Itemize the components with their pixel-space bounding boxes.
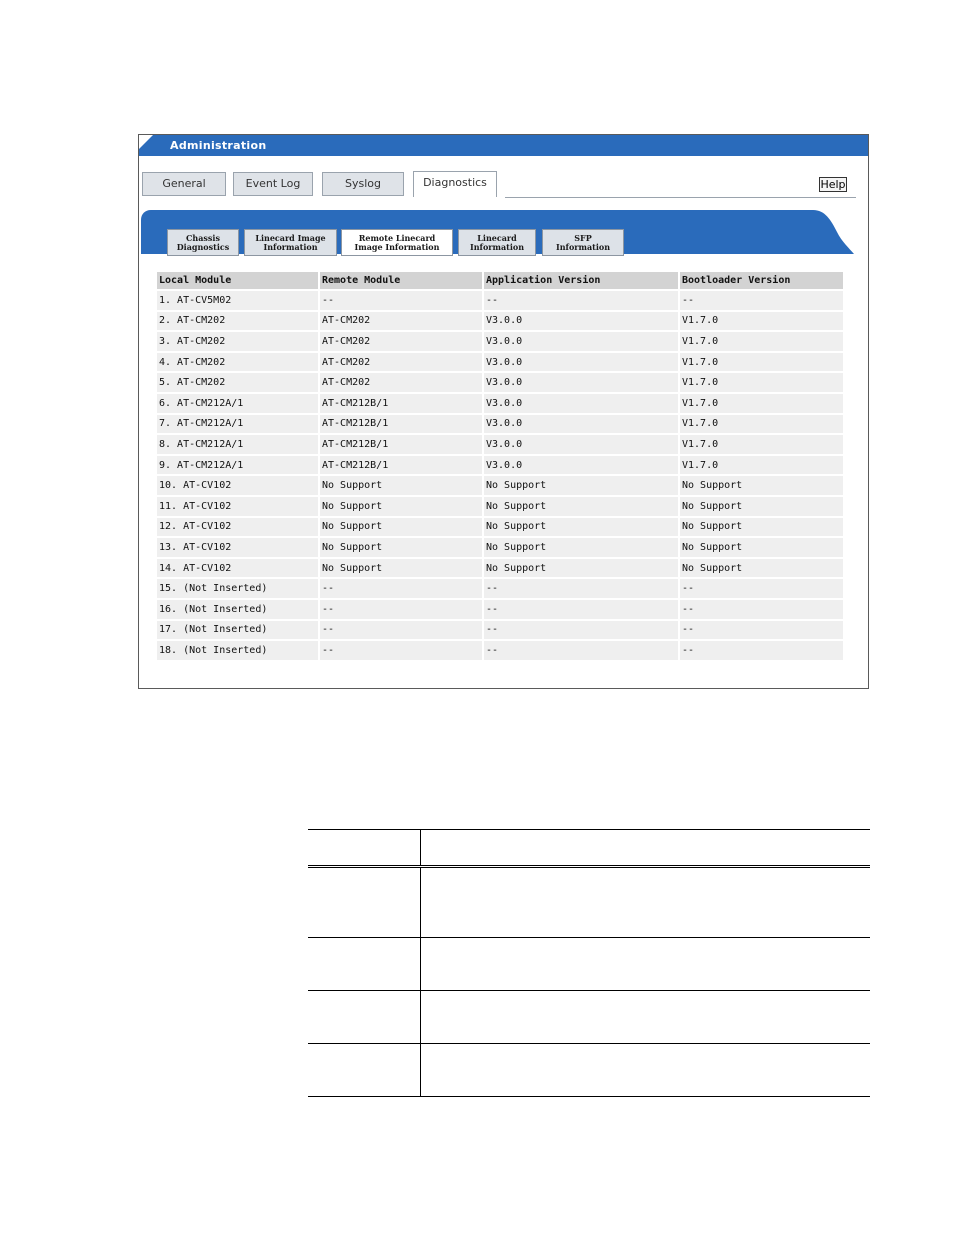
header-local-module: Local Module xyxy=(157,272,318,289)
tab-diagnostics[interactable]: Diagnostics xyxy=(413,171,497,197)
table-row xyxy=(157,538,843,557)
document-cell xyxy=(308,830,421,867)
cell-bootloader-version: V1.7.0 xyxy=(680,394,843,413)
cell-remote-module: AT-CM212B/1 xyxy=(320,456,482,475)
cell-bootloader-version: No Support xyxy=(680,476,843,495)
cell-application-version: V3.0.0 xyxy=(484,332,678,351)
document-cell xyxy=(308,991,421,1044)
cell-application-version: V3.0.0 xyxy=(484,353,678,372)
cell-bootloader-version: V1.7.0 xyxy=(680,332,843,351)
title-bar xyxy=(139,135,868,156)
cell-local-module: 11. AT-CV102 xyxy=(157,497,318,516)
subtab-chassis-diagnostics[interactable] xyxy=(167,229,239,256)
subtab-remote-linecard-image-information[interactable] xyxy=(341,229,453,256)
cell-local-module: 18. (Not Inserted) xyxy=(157,641,318,660)
cell-bootloader-version: V1.7.0 xyxy=(680,353,843,372)
table-row xyxy=(157,435,843,454)
cell-remote-module: -- xyxy=(320,600,482,619)
cell-bootloader-version: V1.7.0 xyxy=(680,373,843,392)
cell-bootloader-version: V1.7.0 xyxy=(680,415,843,434)
document-table-row xyxy=(308,1044,870,1097)
cell-application-version: V3.0.0 xyxy=(484,373,678,392)
table-row xyxy=(157,456,843,475)
subtab-line1: SFP xyxy=(574,233,592,243)
cell-application-version: -- xyxy=(484,600,678,619)
cell-bootloader-version: V1.7.0 xyxy=(680,456,843,475)
subtab-line1: Linecard xyxy=(477,233,517,243)
cell-application-version: -- xyxy=(484,291,678,310)
subtab-linecard-information[interactable] xyxy=(458,229,536,256)
cell-local-module: 5. AT-CM202 xyxy=(157,373,318,392)
window-title: Administration xyxy=(170,139,267,152)
cell-remote-module: -- xyxy=(320,291,482,310)
tab-event-log[interactable]: Event Log xyxy=(233,172,313,196)
document-cell xyxy=(308,938,421,991)
cell-local-module: 9. AT-CM212A/1 xyxy=(157,456,318,475)
document-cell xyxy=(421,938,871,991)
cell-application-version: V3.0.0 xyxy=(484,415,678,434)
cell-local-module: 3. AT-CM202 xyxy=(157,332,318,351)
document-cell xyxy=(308,867,421,938)
cell-remote-module: AT-CM202 xyxy=(320,353,482,372)
table-row xyxy=(157,476,843,495)
cell-bootloader-version: -- xyxy=(680,579,843,598)
subtab-linecard-image-information[interactable] xyxy=(244,229,337,256)
cell-remote-module: No Support xyxy=(320,559,482,578)
cell-application-version: No Support xyxy=(484,559,678,578)
table-row xyxy=(157,353,843,372)
tab-syslog[interactable]: Syslog xyxy=(322,172,404,196)
document-table xyxy=(308,829,870,1097)
document-cell xyxy=(421,1044,871,1097)
cell-bootloader-version: V1.7.0 xyxy=(680,312,843,331)
cell-remote-module: AT-CM212B/1 xyxy=(320,415,482,434)
cell-local-module: 12. AT-CV102 xyxy=(157,518,318,537)
tab-general[interactable]: General xyxy=(142,172,226,196)
cell-application-version: V3.0.0 xyxy=(484,394,678,413)
table-header-row xyxy=(157,272,843,289)
cell-local-module: 15. (Not Inserted) xyxy=(157,579,318,598)
cell-remote-module: No Support xyxy=(320,476,482,495)
administration-window xyxy=(138,134,869,689)
cell-application-version: -- xyxy=(484,641,678,660)
cell-bootloader-version: No Support xyxy=(680,518,843,537)
cell-local-module: 6. AT-CM212A/1 xyxy=(157,394,318,413)
cell-remote-module: AT-CM212B/1 xyxy=(320,435,482,454)
tab-divider xyxy=(505,197,856,198)
cell-remote-module: AT-CM202 xyxy=(320,332,482,351)
cell-bootloader-version: -- xyxy=(680,291,843,310)
cell-application-version: V3.0.0 xyxy=(484,456,678,475)
cell-application-version: No Support xyxy=(484,538,678,557)
document-cell xyxy=(421,830,871,867)
document-cell xyxy=(308,1044,421,1097)
cell-remote-module: AT-CM212B/1 xyxy=(320,394,482,413)
header-remote-module: Remote Module xyxy=(320,272,482,289)
table-row xyxy=(157,373,843,392)
document-table-row xyxy=(308,991,870,1044)
document-table-row xyxy=(308,938,870,991)
subtab-line1: Remote Linecard xyxy=(358,233,436,243)
cell-local-module: 10. AT-CV102 xyxy=(157,476,318,495)
cell-bootloader-version: No Support xyxy=(680,538,843,557)
cell-bootloader-version: -- xyxy=(680,621,843,640)
cell-application-version: No Support xyxy=(484,518,678,537)
cell-local-module: 14. AT-CV102 xyxy=(157,559,318,578)
cell-local-module: 13. AT-CV102 xyxy=(157,538,318,557)
document-table-row xyxy=(308,867,870,938)
cell-local-module: 16. (Not Inserted) xyxy=(157,600,318,619)
cell-remote-module: AT-CM202 xyxy=(320,312,482,331)
cell-application-version: No Support xyxy=(484,497,678,516)
cell-remote-module: No Support xyxy=(320,497,482,516)
subtab-line2: Information xyxy=(555,242,611,252)
table-row xyxy=(157,415,843,434)
table-row xyxy=(157,394,843,413)
document-cell xyxy=(421,867,871,938)
header-application-version: Application Version xyxy=(484,272,678,289)
document-cell xyxy=(421,991,871,1044)
document-table-header xyxy=(308,830,870,867)
cell-local-module: 17. (Not Inserted) xyxy=(157,621,318,640)
cell-application-version: V3.0.0 xyxy=(484,435,678,454)
subtab-line1: Linecard Image xyxy=(255,233,326,243)
cell-local-module: 1. AT-CV5M02 xyxy=(157,291,318,310)
cell-remote-module: -- xyxy=(320,641,482,660)
table-row xyxy=(157,497,843,516)
table-row xyxy=(157,332,843,351)
cell-local-module: 4. AT-CM202 xyxy=(157,353,318,372)
cell-local-module: 2. AT-CM202 xyxy=(157,312,318,331)
cell-bootloader-version: No Support xyxy=(680,559,843,578)
cell-remote-module: No Support xyxy=(320,518,482,537)
table-row xyxy=(157,641,843,660)
cell-remote-module: -- xyxy=(320,579,482,598)
subtab-line2: Diagnostics xyxy=(176,242,230,252)
cell-bootloader-version: V1.7.0 xyxy=(680,435,843,454)
table-row xyxy=(157,621,843,640)
table-row xyxy=(157,559,843,578)
subtab-line2: Image Information xyxy=(354,242,440,252)
cell-application-version: -- xyxy=(484,579,678,598)
table-row xyxy=(157,291,843,310)
subtab-sfp-information[interactable] xyxy=(542,229,624,256)
cell-bootloader-version: -- xyxy=(680,600,843,619)
table-row xyxy=(157,600,843,619)
cell-remote-module: -- xyxy=(320,621,482,640)
title-corner xyxy=(139,135,153,149)
cell-application-version: No Support xyxy=(484,476,678,495)
cell-application-version: V3.0.0 xyxy=(484,312,678,331)
subtab-line1: Chassis xyxy=(186,233,220,243)
remote-linecard-table xyxy=(155,270,845,662)
cell-local-module: 7. AT-CM212A/1 xyxy=(157,415,318,434)
cell-remote-module: No Support xyxy=(320,538,482,557)
cell-local-module: 8. AT-CM212A/1 xyxy=(157,435,318,454)
help-button[interactable]: Help xyxy=(820,178,846,191)
cell-remote-module: AT-CM202 xyxy=(320,373,482,392)
cell-application-version: -- xyxy=(484,621,678,640)
header-bootloader-version: Bootloader Version xyxy=(680,272,843,289)
table-row xyxy=(157,518,843,537)
subtab-line2: Information xyxy=(263,242,318,252)
cell-bootloader-version: -- xyxy=(680,641,843,660)
table-row xyxy=(157,312,843,331)
subtab-line2: Information xyxy=(469,242,525,252)
table-row xyxy=(157,579,843,598)
cell-bootloader-version: No Support xyxy=(680,497,843,516)
